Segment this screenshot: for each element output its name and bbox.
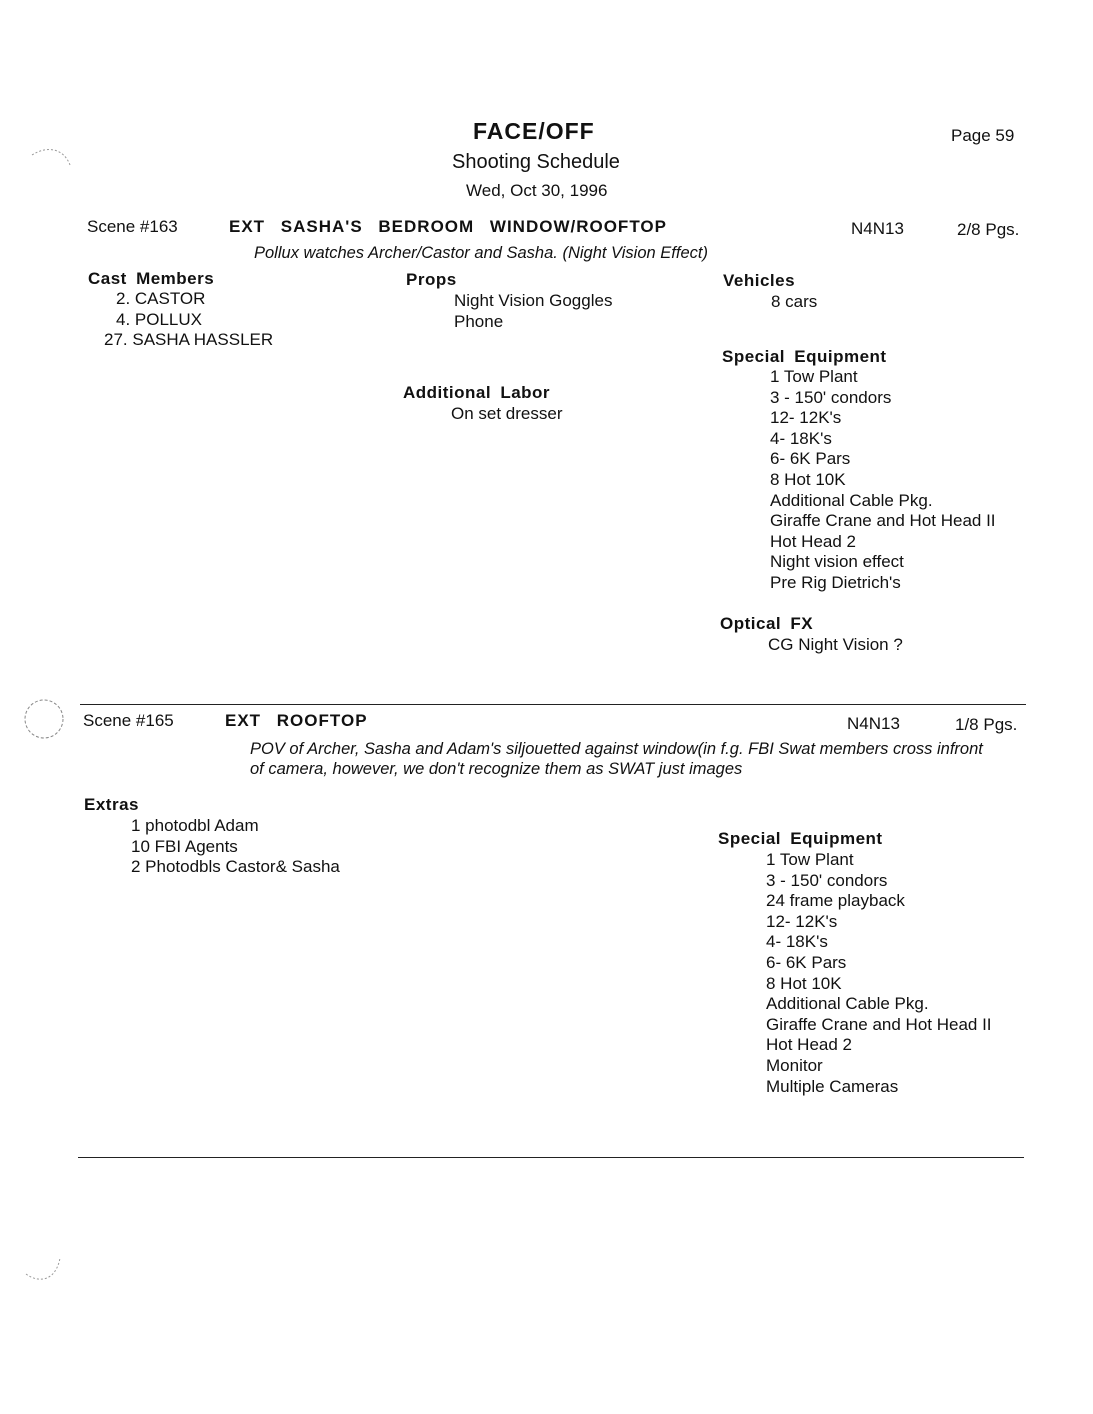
page-number: Page 59 <box>951 126 1015 145</box>
equipment-item: 6- 6K Pars <box>766 952 847 972</box>
equipment-item: Pre Rig Dietrich's <box>770 572 901 592</box>
punch-hole-mark-bottom <box>22 1252 67 1287</box>
additional-labor-list <box>451 404 563 425</box>
scene-pages: 1/8 Pgs. <box>955 715 1018 734</box>
scene-description <box>250 739 983 779</box>
schedule-date: Wed, Oct 30, 1996 <box>466 181 608 200</box>
special-equipment-heading: Special Equipment <box>722 347 887 366</box>
props-list <box>454 291 612 332</box>
scene-set-name: EXT SASHA'S BEDROOM WINDOW/ROOFTOP <box>229 217 667 236</box>
cast-members-heading: Cast Members <box>88 269 215 288</box>
scene-set-name: EXT ROOFTOP <box>225 711 368 730</box>
optical-fx-list <box>768 635 903 656</box>
scene-code: N4N13 <box>847 714 900 733</box>
equipment-item: 24 frame playback <box>766 891 905 911</box>
extra-item: 2 Photodbls Castor& Sasha <box>131 857 340 877</box>
punch-hole-mark-top <box>28 145 78 185</box>
additional-labor-heading: Additional Labor <box>403 383 551 402</box>
extra-item: 1 photodbl Adam <box>131 816 259 835</box>
equipment-item: Night vision effect <box>770 552 904 572</box>
document-subtitle: Shooting Schedule <box>452 151 620 173</box>
props-heading: Props <box>406 270 457 289</box>
document-title: FACE/OFF <box>473 118 595 144</box>
special-equipment-heading: Special Equipment <box>718 829 883 848</box>
cast-member: 4. POLLUX <box>116 309 202 329</box>
cast-member: 2. CASTOR <box>116 289 206 308</box>
special-equipment-list <box>766 850 992 1097</box>
cast-member: 27. SASHA HASSLER <box>104 330 274 350</box>
scene-pages: 2/8 Pgs. <box>957 220 1020 239</box>
special-equipment-list <box>770 367 996 594</box>
scene-number: Scene #163 <box>87 217 178 236</box>
punch-hole-mark-middle <box>20 695 70 745</box>
vehicles-list <box>771 292 817 313</box>
cast-members-list <box>104 289 273 351</box>
extras-heading: Extras <box>84 795 139 814</box>
equipment-item: 8 Hot 10K <box>766 973 842 993</box>
description-line: of camera, however, we don't recognize them as SWAT just images <box>250 760 743 778</box>
scene-code: N4N13 <box>851 219 904 238</box>
equipment-item: Additional Cable Pkg. <box>770 490 933 510</box>
description-line: POV of Archer, Sasha and Adam's siljouetted against window(in f.g. FBI Swat members cross infront <box>250 740 983 758</box>
optical-fx-heading: Optical FX <box>720 614 814 633</box>
equipment-item: Giraffe Crane and Hot Head II <box>766 1014 992 1034</box>
scene-number: Scene #165 <box>83 711 174 730</box>
extras-list <box>131 816 340 878</box>
equipment-item: Monitor <box>766 1055 823 1075</box>
equipment-item: 3 - 150' condors <box>770 387 892 407</box>
prop-item: Phone <box>454 311 504 331</box>
equipment-item: 12- 12K's <box>770 408 842 428</box>
equipment-item: 6- 6K Pars <box>770 449 851 469</box>
equipment-item: Multiple Cameras <box>766 1076 899 1096</box>
scene-description: Pollux watches Archer/Castor and Sasha. (Night Vision Effect) <box>254 244 708 262</box>
vehicles-heading: Vehicles <box>723 271 796 290</box>
vehicle-item: 8 cars <box>771 292 818 311</box>
equipment-item: Additional Cable Pkg. <box>766 994 929 1014</box>
optical-fx-item: CG Night Vision ? <box>768 635 903 654</box>
equipment-item: Giraffe Crane and Hot Head II <box>770 511 996 531</box>
equipment-item: 1 Tow Plant <box>766 850 854 869</box>
prop-item: Night Vision Goggles <box>454 291 613 310</box>
extra-item: 10 FBI Agents <box>131 836 238 856</box>
equipment-item: Hot Head 2 <box>770 531 856 551</box>
equipment-item: 3 - 150' condors <box>766 870 888 890</box>
equipment-item: Hot Head 2 <box>766 1035 852 1055</box>
scene-divider <box>80 704 1026 705</box>
equipment-item: 12- 12K's <box>766 911 838 931</box>
scene-divider <box>78 1157 1024 1158</box>
equipment-item: 4- 18K's <box>770 428 832 448</box>
equipment-item: 1 Tow Plant <box>770 367 858 386</box>
equipment-item: 4- 18K's <box>766 932 828 952</box>
labor-item: On set dresser <box>451 404 563 423</box>
equipment-item: 8 Hot 10K <box>770 469 846 489</box>
